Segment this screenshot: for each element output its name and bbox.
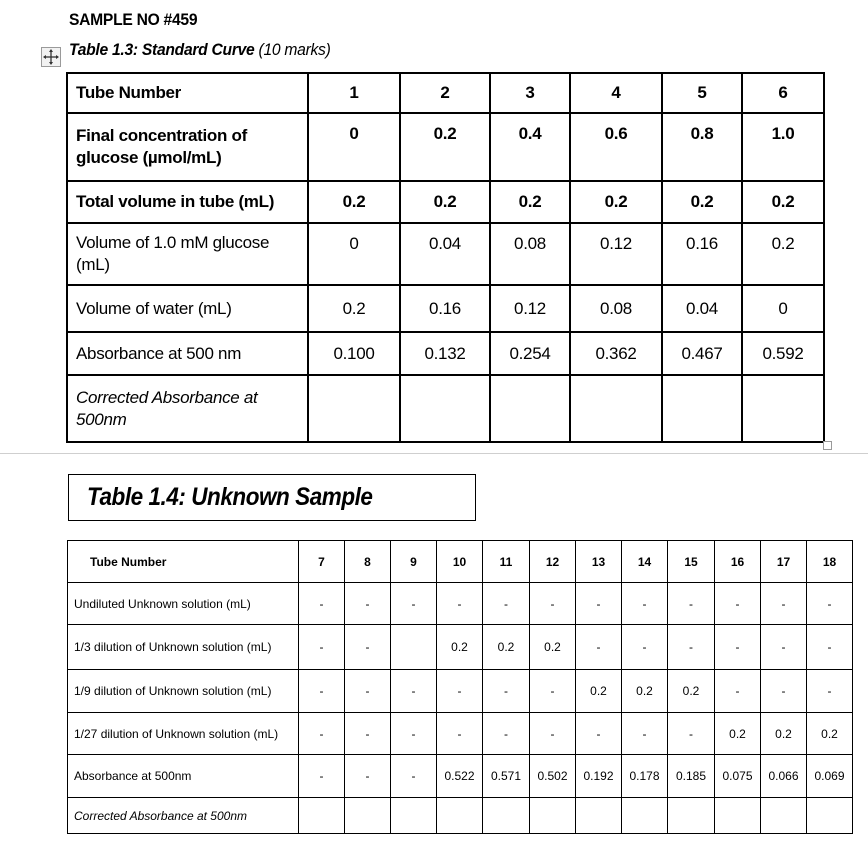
table-row xyxy=(67,73,824,113)
table-cell: 0.192 xyxy=(576,755,622,798)
table-cell: - xyxy=(299,670,345,713)
table-cell: - xyxy=(761,670,807,713)
table-cell: - xyxy=(345,583,391,625)
table-cell: - xyxy=(437,670,483,713)
table-cell xyxy=(299,798,345,834)
table-cell: 1 xyxy=(308,73,400,113)
table-cell: 18 xyxy=(807,541,853,583)
table-cell: - xyxy=(391,670,437,713)
table-cell: 0.571 xyxy=(483,755,530,798)
table-row xyxy=(68,541,853,583)
row-label: Corrected Absorbance at 500nm xyxy=(68,798,299,834)
table-cell: - xyxy=(345,755,391,798)
standard-curve-table xyxy=(66,72,825,443)
table-row xyxy=(67,285,824,332)
table-cell: 0.2 xyxy=(570,181,662,223)
table-cell: 0.2 xyxy=(715,713,761,755)
table-cell xyxy=(742,375,824,442)
table-cell: 1.0 xyxy=(742,113,824,181)
table-cell: 0.4 xyxy=(490,113,570,181)
table-cell: - xyxy=(576,583,622,625)
table-cell: 11 xyxy=(483,541,530,583)
row-label: 1/27 dilution of Unknown solution (mL) xyxy=(68,713,299,755)
row-label: Volume of 1.0 mM glucose (mL) xyxy=(67,223,308,285)
table-cell: - xyxy=(530,713,576,755)
table-cell: 0.08 xyxy=(490,223,570,285)
table-cell: 0.185 xyxy=(668,755,715,798)
table-row xyxy=(67,181,824,223)
table-cell: 0.069 xyxy=(807,755,853,798)
table-cell: 0.2 xyxy=(662,181,742,223)
table-cell: 13 xyxy=(576,541,622,583)
table-cell: 15 xyxy=(668,541,715,583)
table-cell: 0.04 xyxy=(400,223,490,285)
row-label: Total volume in tube (mL) xyxy=(67,181,308,223)
table-cell: 0 xyxy=(308,223,400,285)
table-cell: 5 xyxy=(662,73,742,113)
table-cell xyxy=(308,375,400,442)
table-row xyxy=(67,113,824,181)
table-cell: 0.2 xyxy=(308,285,400,332)
table-cell xyxy=(400,375,490,442)
table-cell: - xyxy=(807,625,853,670)
table-cell: - xyxy=(576,713,622,755)
table-cell: - xyxy=(345,713,391,755)
table-cell xyxy=(490,375,570,442)
table-row xyxy=(67,375,824,442)
table-cell: 0.502 xyxy=(530,755,576,798)
table-cell: 0.100 xyxy=(308,332,400,375)
table-1-3-title: Table 1.3: Standard Curve xyxy=(69,40,255,59)
table-cell: 0 xyxy=(742,285,824,332)
table-cell: - xyxy=(530,670,576,713)
table-cell: - xyxy=(299,583,345,625)
table-cell: - xyxy=(483,713,530,755)
table-cell: - xyxy=(345,625,391,670)
table-1-3-caption xyxy=(69,40,331,60)
table-cell: 0.2 xyxy=(308,181,400,223)
table-row xyxy=(68,625,853,670)
table-cell: 6 xyxy=(742,73,824,113)
table-cell: - xyxy=(530,583,576,625)
table-cell: 0.2 xyxy=(761,713,807,755)
table-cell xyxy=(576,798,622,834)
table-cell: 0.08 xyxy=(570,285,662,332)
table-cell: 0.2 xyxy=(400,181,490,223)
table-cell: 0.066 xyxy=(761,755,807,798)
unknown-sample-table xyxy=(67,540,853,834)
table-cell: - xyxy=(483,670,530,713)
table-cell: 0.254 xyxy=(490,332,570,375)
row-label: Tube Number xyxy=(67,73,308,113)
table-cell: 14 xyxy=(622,541,668,583)
table-cell: - xyxy=(715,625,761,670)
table-cell: 8 xyxy=(345,541,391,583)
page-break-divider xyxy=(0,453,868,454)
table-cell: 0.075 xyxy=(715,755,761,798)
table-cell xyxy=(437,798,483,834)
table-cell: 0.2 xyxy=(576,670,622,713)
table-row xyxy=(67,332,824,375)
table-1-3-marks: (10 marks) xyxy=(254,40,331,59)
table-row xyxy=(68,713,853,755)
table-cell: 12 xyxy=(530,541,576,583)
table-cell: - xyxy=(622,625,668,670)
table-cell: 0.592 xyxy=(742,332,824,375)
table-cell: - xyxy=(391,713,437,755)
table-cell: 0.16 xyxy=(400,285,490,332)
table-cell xyxy=(715,798,761,834)
table-cell: 0.12 xyxy=(570,223,662,285)
table-cell: 3 xyxy=(490,73,570,113)
row-label: Volume of water (mL) xyxy=(67,285,308,332)
table-cell: - xyxy=(299,713,345,755)
table-cell: 0 xyxy=(308,113,400,181)
table-1-4-title: Table 1.4: Unknown Sample xyxy=(87,483,373,511)
row-label: Absorbance at 500nm xyxy=(68,755,299,798)
table-row xyxy=(67,223,824,285)
table-cell: - xyxy=(807,670,853,713)
table-cell xyxy=(391,798,437,834)
table-cell: 0.178 xyxy=(622,755,668,798)
table-cell: 16 xyxy=(715,541,761,583)
table-cell xyxy=(662,375,742,442)
row-label: Tube Number xyxy=(68,541,299,583)
table-cell: - xyxy=(299,755,345,798)
table-cell: 0.2 xyxy=(483,625,530,670)
table-cell: 0.2 xyxy=(530,625,576,670)
row-label: Absorbance at 500 nm xyxy=(67,332,308,375)
table-cell: 0.2 xyxy=(742,181,824,223)
table-cell: 0.132 xyxy=(400,332,490,375)
table-cell: 0.2 xyxy=(437,625,483,670)
table-cell xyxy=(622,798,668,834)
table-move-handle-icon[interactable] xyxy=(41,47,61,67)
row-label: Corrected Absorbance at 500nm xyxy=(67,375,308,442)
row-label: Final concentration of glucose (µmol/mL) xyxy=(67,113,308,181)
table-cell: - xyxy=(622,583,668,625)
table-cell: - xyxy=(391,583,437,625)
table-cell: - xyxy=(345,670,391,713)
table-cell xyxy=(668,798,715,834)
table-cell: 0.12 xyxy=(490,285,570,332)
table-cell: 0.8 xyxy=(662,113,742,181)
table-cell: - xyxy=(437,713,483,755)
table-cell: 0.6 xyxy=(570,113,662,181)
table-cell: 0.2 xyxy=(622,670,668,713)
table-cell: 17 xyxy=(761,541,807,583)
table-cell: 4 xyxy=(570,73,662,113)
table-cell: 2 xyxy=(400,73,490,113)
table-cell: - xyxy=(576,625,622,670)
table-row xyxy=(68,798,853,834)
table-cell: 0.467 xyxy=(662,332,742,375)
table-cell: - xyxy=(622,713,668,755)
table-cell xyxy=(483,798,530,834)
table-row xyxy=(68,583,853,625)
table-cell xyxy=(570,375,662,442)
table-cell: - xyxy=(715,583,761,625)
table-cell: - xyxy=(715,670,761,713)
table-cell: 10 xyxy=(437,541,483,583)
table-cell xyxy=(530,798,576,834)
table-cell xyxy=(761,798,807,834)
table-resize-handle[interactable] xyxy=(823,441,832,450)
table-cell: - xyxy=(761,583,807,625)
table-row xyxy=(68,755,853,798)
row-label: 1/9 dilution of Unknown solution (mL) xyxy=(68,670,299,713)
table-row xyxy=(68,670,853,713)
table-cell: - xyxy=(668,625,715,670)
table-cell: 7 xyxy=(299,541,345,583)
table-cell: - xyxy=(668,583,715,625)
row-label: Undiluted Unknown solution (mL) xyxy=(68,583,299,625)
table-cell: - xyxy=(668,713,715,755)
table-cell: - xyxy=(761,625,807,670)
table-cell: - xyxy=(299,625,345,670)
table-cell: 0.2 xyxy=(807,713,853,755)
table-cell: - xyxy=(483,583,530,625)
table-cell: 0.04 xyxy=(662,285,742,332)
table-cell: 0.16 xyxy=(662,223,742,285)
table-cell: 9 xyxy=(391,541,437,583)
sample-number: SAMPLE NO #459 xyxy=(69,10,198,29)
row-label: 1/3 dilution of Unknown solution (mL) xyxy=(68,625,299,670)
table-cell: 0.2 xyxy=(668,670,715,713)
table-cell: 0.2 xyxy=(742,223,824,285)
table-cell: 0.2 xyxy=(400,113,490,181)
table-cell: - xyxy=(391,755,437,798)
table-cell: 0.362 xyxy=(570,332,662,375)
table-cell: - xyxy=(807,583,853,625)
table-cell xyxy=(345,798,391,834)
table-cell xyxy=(807,798,853,834)
table-cell: 0.522 xyxy=(437,755,483,798)
table-cell: - xyxy=(437,583,483,625)
table-1-4-caption-box xyxy=(68,474,476,521)
table-cell: 0.2 xyxy=(490,181,570,223)
table-cell xyxy=(391,625,437,670)
